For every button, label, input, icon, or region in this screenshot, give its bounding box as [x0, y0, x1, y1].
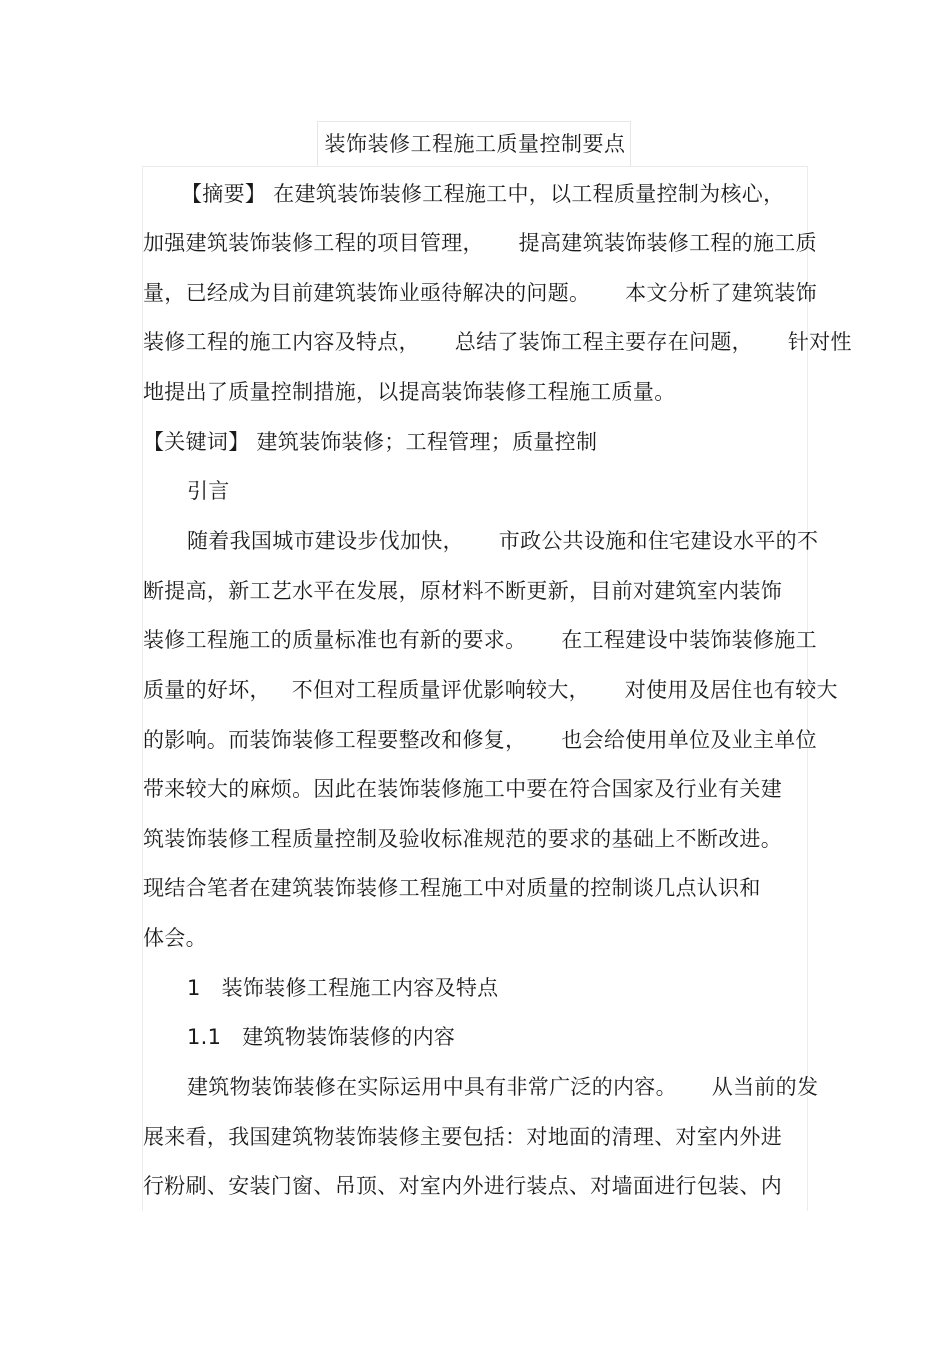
abstract-line-1: 【摘要】 在建筑装饰装修工程施工中，以工程质量控制为核心，: [181, 182, 785, 206]
section-heading-intro: 引言: [187, 479, 230, 503]
body-line-4: 质量的好坏， 不但对工程质量评优影响较大， 对使用及居住也有较大: [143, 678, 838, 702]
body-line-9: 体会。: [143, 926, 207, 950]
body-line-8: 现结合笔者在建筑装饰装修工程施工中对质量的控制谈几点认识和: [143, 876, 761, 900]
body-line-6: 带来较大的麻烦。因此在装饰装修施工中要在符合国家及行业有关建: [143, 777, 782, 801]
section-heading-1: 1 装饰装修工程施工内容及特点: [187, 976, 499, 1000]
body-line-1: 随着我国城市建设步伐加快， 市政公共设施和住宅建设水平的不: [187, 529, 819, 553]
abstract-line-5: 地提出了质量控制措施，以提高装饰装修工程施工质量。: [143, 380, 676, 404]
scan-frame-mid: [142, 166, 808, 167]
body-line-11: 展来看，我国建筑物装饰装修主要包括：对地面的清理、对室内外进: [143, 1125, 782, 1149]
abstract-line-4: 装修工程的施工内容及特点， 总结了装饰工程主要存在问题， 针对性: [143, 330, 852, 354]
abstract-line-3: 量，已经成为目前建筑装饰业亟待解决的问题。 本文分析了建筑装饰: [143, 281, 817, 305]
body-line-5: 的影响。而装饰装修工程要整改和修复， 也会给使用单位及业主单位: [143, 728, 817, 752]
body-line-3: 装修工程施工的质量标准也有新的要求。 在工程建设中装饰装修施工: [143, 628, 817, 652]
scan-frame-top: [317, 121, 630, 122]
abstract-line-2: 加强建筑装饰装修工程的项目管理， 提高建筑装饰装修工程的施工质: [143, 231, 817, 255]
body-line-7: 筑装饰装修工程质量控制及验收标准规范的要求的基础上不断改进。: [143, 827, 782, 851]
section-heading-1-1: 1.1 建筑物装饰装修的内容: [187, 1025, 456, 1049]
body-line-10: 建筑物装饰装修在实际运用中具有非常广泛的内容。 从当前的发: [187, 1075, 819, 1099]
body-line-12: 行粉刷、安装门窗、吊顶、对室内外进行装点、对墙面进行包装、内: [143, 1174, 782, 1198]
keywords-line: 【关键词】 建筑装饰装修；工程管理；质量控制: [143, 430, 598, 454]
body-line-2: 断提高，新工艺水平在发展，原材料不断更新，目前对建筑室内装饰: [143, 579, 782, 603]
document-title: 装饰装修工程施工质量控制要点: [324, 132, 626, 156]
